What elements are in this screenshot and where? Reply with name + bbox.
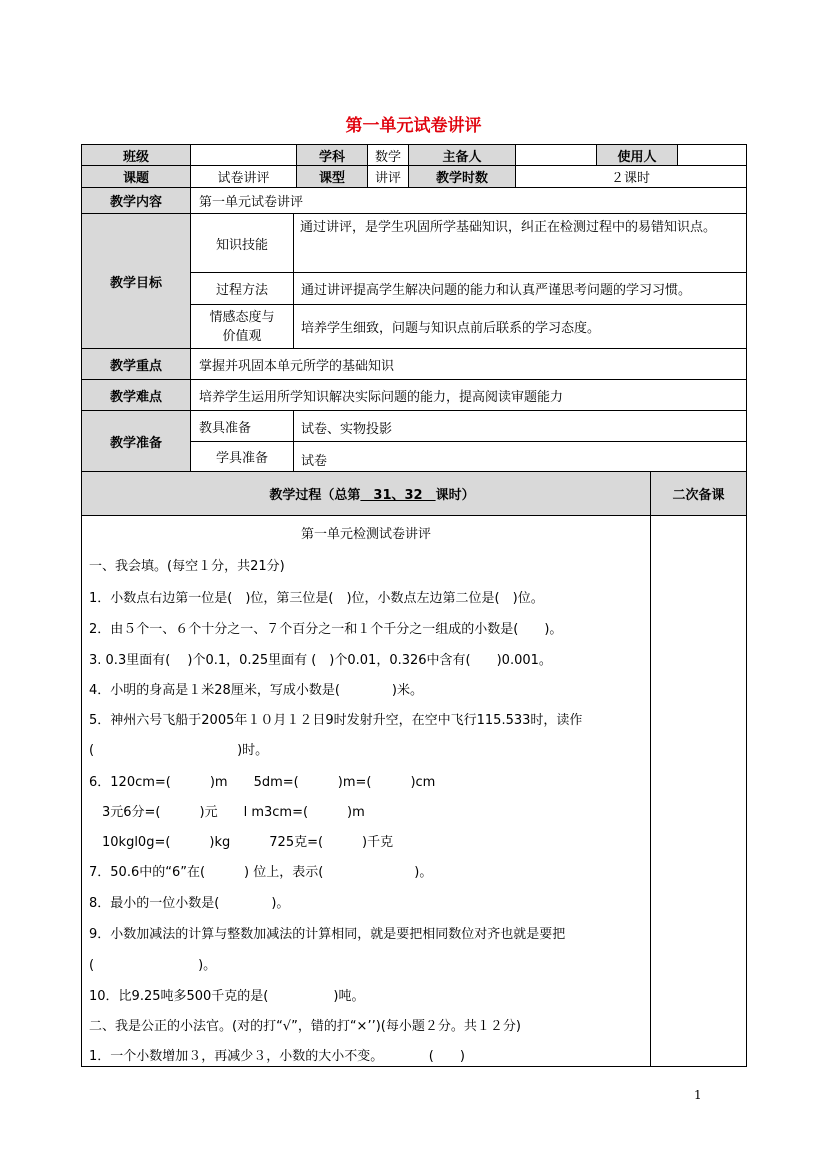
user-label: 使用人 (617, 149, 657, 165)
exam-line: 7．50.6中的“6”在( ) 位上，表示( )。 (89, 865, 433, 880)
student-materials-text: 试卷 (301, 453, 328, 469)
exam-line: 8．最小的一位小数是( )。 (89, 896, 290, 911)
topic-label: 课题 (122, 171, 149, 186)
process-label-prefix: 教学过程（总第 (269, 488, 361, 503)
goal-knowledge-text: 通过讲评，是学生巩固所学基础知识，纠正在检测过程中的易错知识点。 (300, 220, 717, 235)
rule (81, 515, 747, 516)
topic-value: 试卷讲评 (217, 171, 270, 186)
goals-label: 教学目标 (109, 275, 162, 291)
exam-line: 10．比9.25吨多500千克的是( )吨。 (89, 989, 365, 1004)
preparer-label: 主备人 (442, 149, 482, 165)
process-label (82, 472, 650, 515)
goal-process-label: 过程方法 (215, 283, 268, 298)
goal-attitude-label (191, 305, 293, 348)
exam-line: 9．小数加减法的计算与整数加减法的计算相同，就是要把相同数位对齐也就是要把 (89, 927, 566, 942)
exam-heading: 第一单元检测试卷讲评 (300, 527, 431, 542)
subject-value: 数学 (374, 149, 401, 165)
teacher-materials-text: 试卷、实物投影 (301, 422, 393, 437)
goal-attitude-label-line1: 情感态度与 (209, 309, 275, 325)
exam-line: 二、我是公正的小法官。(对的打“√”，错的打“×’’)(每小题２分。共１２分) (89, 1019, 521, 1034)
class-value (191, 145, 296, 165)
exam-line: 2．由５个一、６个十分之一、７个百分之一和１个千分之一组成的小数是( )。 (89, 622, 563, 637)
difficulty-label: 教学难点 (109, 389, 162, 405)
content-value: 第一单元试卷讲评 (199, 195, 304, 210)
type-label: 课型 (318, 171, 345, 186)
rule (650, 471, 651, 1066)
exam-line: 4．小明的身高是１米28厘米，写成小数是( )米。 (89, 683, 423, 698)
exam-line: ( )。 (89, 958, 217, 973)
preparation-label: 教学准备 (109, 435, 162, 451)
process-label-hours: 31、32 (360, 488, 436, 503)
goal-attitude-label-line2: 价值观 (222, 328, 262, 344)
rule (746, 144, 747, 1067)
rule (81, 1066, 747, 1067)
goal-attitude-text: 培养学生细致，问题与知识点前后联系的学习态度。 (301, 321, 601, 336)
key-point-text: 掌握并巩固本单元所学的基础知识 (199, 358, 395, 374)
exam-line: 1．一个小数增加３，再减少３，小数的大小不变。 ( ) (89, 1049, 465, 1064)
page-title: 第一单元试卷讲评 (345, 116, 482, 136)
preparer-value (516, 145, 596, 165)
process-label-suffix: 课时） (435, 488, 475, 503)
difficulty-text: 培养学生运用所学知识解决实际问题的能力，提高阅读审题能力 (199, 389, 564, 405)
exam-line: 5．神州六号飞船于2005年１０月１２日9时发射升空，在空中飞行115.533时，读作 (89, 713, 583, 728)
student-materials-label: 学具准备 (215, 451, 268, 466)
class-label: 班级 (122, 149, 149, 165)
second-prep-label: 二次备课 (672, 488, 725, 503)
goal-knowledge-label: 知识技能 (215, 237, 268, 253)
exam-line: 一、我会填。(每空１分，共21分) (89, 559, 285, 574)
exam-line: ( )时。 (89, 743, 269, 758)
exam-line: 10kgl0g=( )kg 725克=( )千克 (89, 835, 394, 850)
type-value: 讲评 (374, 171, 401, 186)
teacher-materials-label: 教具准备 (199, 420, 252, 436)
goal-process-text: 通过讲评提高学生解决问题的能力和认真严谨思考问题的学习习惯。 (301, 283, 692, 298)
hours-label: 教学时数 (435, 171, 488, 186)
hours-value: ２课时 (610, 171, 650, 186)
exam-line: 1．小数点右边第一位是( )位，第三位是( )位，小数点左边第二位是( )位。 (89, 591, 544, 606)
exam-line: 3. 0.3里面有( )个0.1，0.25里面有 ( )个0.01，0.326中含有( )0.001。 (89, 653, 552, 668)
user-value (678, 145, 746, 165)
key-point-label: 教学重点 (109, 358, 162, 374)
content-label: 教学内容 (109, 195, 162, 210)
page-number: 1 (694, 1088, 702, 1102)
subject-label: 学科 (318, 149, 345, 165)
exam-line: 3元6分=( )元 l m3cm=( )m (89, 805, 365, 820)
exam-line: 6．120cm=( )m 5dm=( )m=( )cm (89, 775, 436, 790)
